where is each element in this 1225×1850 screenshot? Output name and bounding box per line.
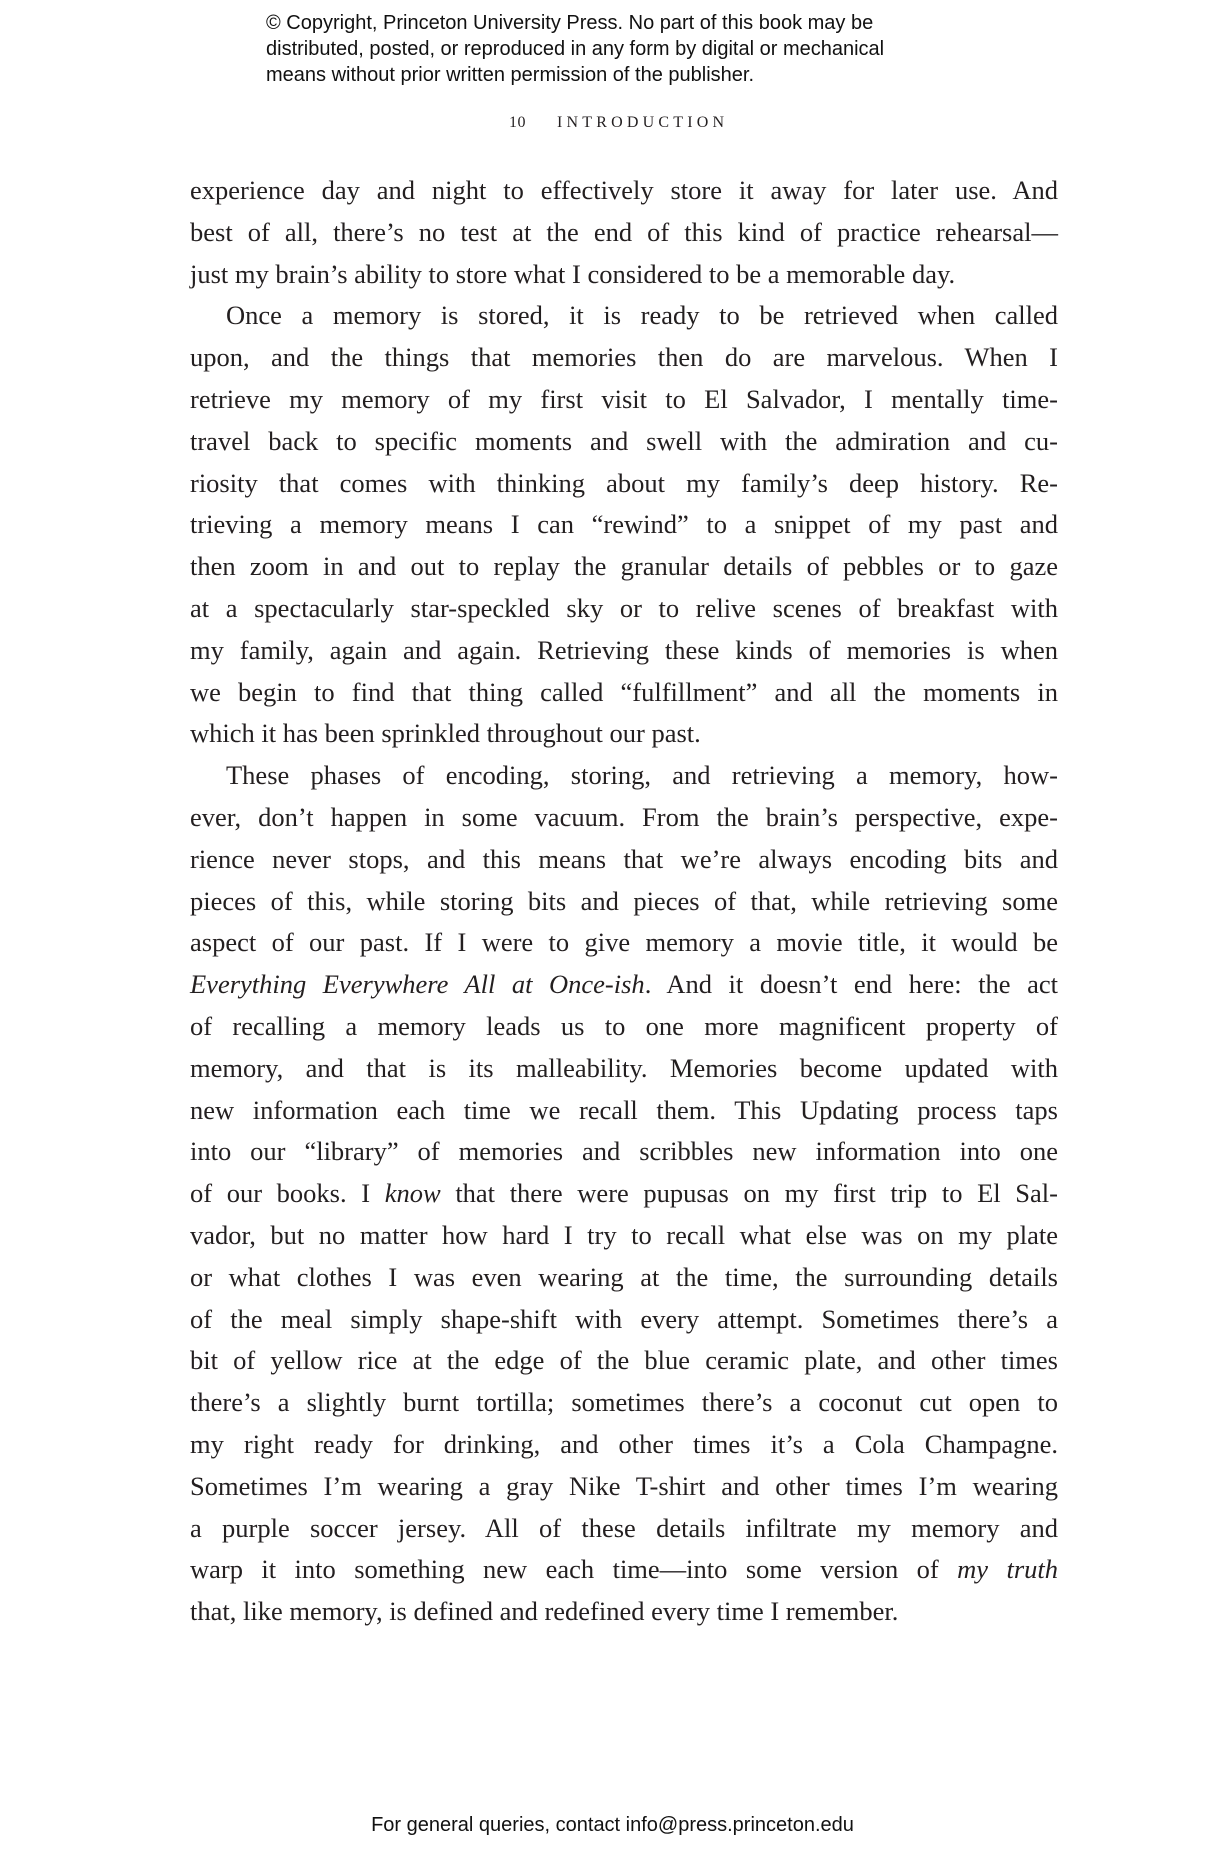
- text-line: best of all, there’s no test at the end of this kind of practice rehearsal—: [190, 216, 1058, 247]
- text-line: memory, and that is its malleability. Memories become updated with: [190, 1052, 1058, 1083]
- chapter-title: INTRODUCTION: [557, 114, 729, 131]
- text-line: we begin to find that thing called “fulfillment” and all the moments in: [190, 676, 1058, 707]
- text-line: my right ready for drinking, and other times it’s a Cola Champagne.: [190, 1428, 1058, 1459]
- text-line: experience day and night to effectively store it away for later use. And: [190, 175, 1058, 205]
- text-line: of recalling a memory leads us to one more magnificent property of: [190, 1010, 1058, 1041]
- text-line: trieving a memory means I can “rewind” to a snippet of my past and: [190, 509, 1058, 540]
- text-line: travel back to specific moments and swell with the admiration and cu-: [190, 425, 1058, 456]
- running-head: [0, 114, 1225, 138]
- text-line: ever, don’t happen in some vacuum. From the brain’s perspective, expe-: [190, 801, 1058, 832]
- text-line: Sometimes I’m wearing a gray Nike T-shirt and other times I’m wearing: [190, 1470, 1058, 1501]
- text-line: rience never stops, and this means that we’re always encoding bits and: [190, 843, 1058, 874]
- text-line: there’s a slightly burnt tortilla; sometimes there’s a coconut cut open to: [190, 1387, 1058, 1418]
- text-line: Once a memory is stored, it is ready to be retrieved when called: [226, 300, 1058, 331]
- text-line: just my brain’s ability to store what I considered to be a memorable day.: [190, 258, 956, 289]
- text-run: warp it into something new each time—into some version of: [190, 1554, 958, 1585]
- text-line: vador, but no matter how hard I try to recall what else was on my plate: [190, 1219, 1058, 1250]
- text-line: riosity that comes with thinking about my family’s deep history. Re-: [190, 467, 1058, 498]
- italic-emphasis: my truth: [957, 1554, 1059, 1585]
- text-line: a purple soccer jersey. All of these details infiltrate my memory and: [190, 1512, 1058, 1543]
- text-line: at a spectacularly star-speckled sky or to relive scenes of breakfast with: [190, 592, 1058, 623]
- text-line: upon, and the things that memories then do are marvelous. When I: [190, 342, 1058, 373]
- text-line: of the meal simply shape-shift with every attempt. Sometimes there’s a: [190, 1303, 1058, 1334]
- text-line: retrieve my memory of my first visit to El Salvador, I mentally time-: [190, 383, 1058, 414]
- copyright-notice: [266, 10, 986, 88]
- footer-contact: For general queries, contact info@press.princeton.edu: [371, 1814, 854, 1836]
- text-run: of our books. I: [190, 1178, 385, 1209]
- copyright-line: © Copyright, Princeton University Press. No part of this book may be: [266, 12, 874, 34]
- text-line: which it has been sprinkled throughout our past.: [190, 718, 701, 749]
- body-text: [190, 170, 1058, 1633]
- text-line: into our “library” of memories and scribbles new information into one: [190, 1136, 1058, 1167]
- italic-emphasis: know: [384, 1178, 441, 1209]
- text-line: [190, 1549, 1058, 1591]
- text-line: These phases of encoding, storing, and retrieving a memory, how-: [226, 760, 1058, 791]
- text-line: then zoom in and out to replay the granular details of pebbles or to gaze: [190, 551, 1058, 582]
- text-line: bit of yellow rice at the edge of the blue ceramic plate, and other times: [190, 1345, 1058, 1376]
- text-line: my family, again and again. Retrieving these kinds of memories is when: [190, 634, 1058, 665]
- copyright-line: distributed, posted, or reproduced in any form by digital or mechanical: [266, 38, 885, 60]
- text-line: aspect of our past. If I were to give memory a movie title, it would be: [190, 927, 1058, 958]
- text-line: [190, 964, 1058, 1006]
- text-line: pieces of this, while storing bits and pieces of that, while retrieving some: [190, 885, 1058, 916]
- page-number: 10: [509, 114, 526, 131]
- text-line: that, like memory, is defined and redefined every time I remember.: [190, 1596, 899, 1627]
- copyright-line: means without prior written permission of the publisher.: [266, 64, 755, 86]
- text-line: [190, 1173, 1058, 1215]
- text-line: new information each time we recall them. This Updating process taps: [190, 1094, 1058, 1125]
- italic-movie-title: Everything Everywhere All at Once-ish: [190, 969, 645, 1000]
- text-line: or what clothes I was even wearing at the time, the surrounding details: [190, 1261, 1058, 1292]
- text-run: . And it doesn’t end here: the act: [644, 969, 1058, 1000]
- text-run: that there were pupusas on my first trip to El Sal-: [440, 1178, 1058, 1209]
